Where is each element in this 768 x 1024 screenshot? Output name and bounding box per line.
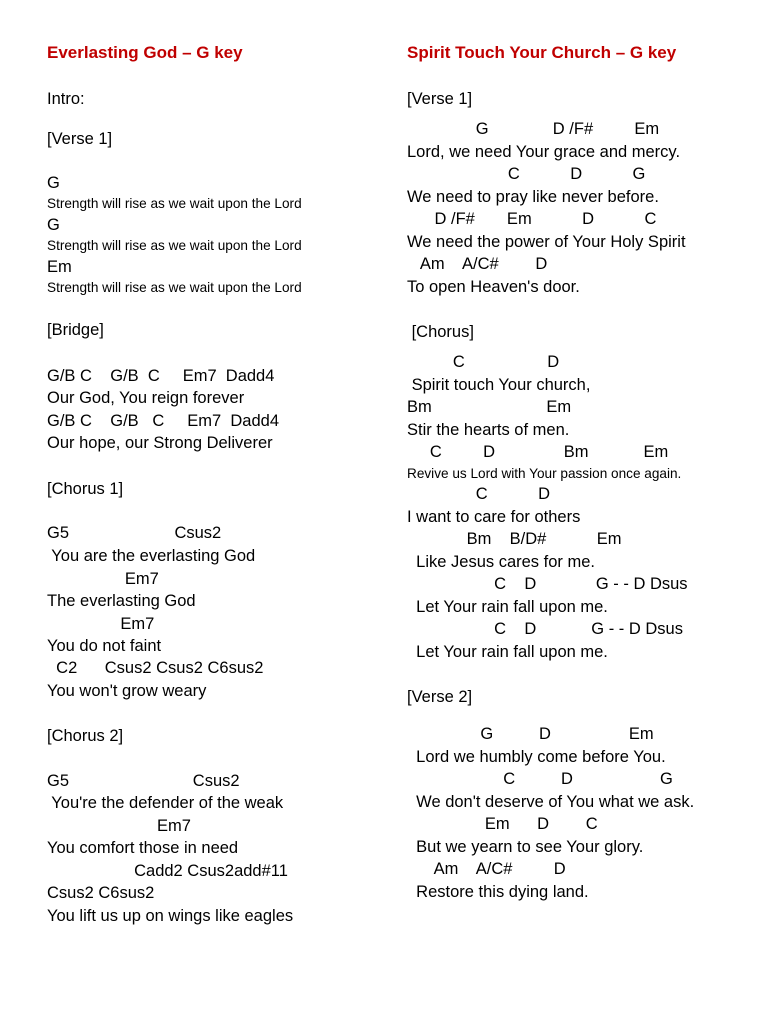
section-label: [Verse 1] [47, 130, 113, 148]
chord-line: G [47, 216, 60, 234]
lyric-line: You won't grow weary [47, 682, 207, 700]
chord-line: C D G [407, 770, 673, 788]
chord-line: C D Bm Em [407, 443, 669, 461]
chord-line: G/B C G/B C Em7 Dadd4 [47, 412, 279, 430]
chord-line: G D Em [407, 725, 654, 743]
lyric-line: You are the everlasting God [47, 547, 256, 565]
chord-line: D /F# Em D C [407, 210, 657, 228]
section-label: [Chorus] [407, 323, 474, 341]
lyric-line: Strength will rise as we wait upon the Lord [47, 280, 302, 295]
chord-line: G/B C G/B C Em7 Dadd4 [47, 367, 275, 385]
chord-line: G5 Csus2 [47, 524, 222, 542]
lyric-line: Our God, You reign forever [47, 389, 245, 407]
chord-line: C D [407, 485, 551, 503]
lyric-line: Restore this dying land. [407, 883, 589, 901]
chord-line: G [47, 174, 60, 192]
section-label: [Verse 1] [407, 90, 473, 108]
lyric-line: We need the power of Your Holy Spirit [407, 233, 686, 251]
chord-line: Am A/C# D [407, 860, 566, 878]
chord-line: G5 Csus2 [47, 772, 240, 790]
chord-line: Bm Em [407, 398, 572, 416]
lyric-line: Revive us Lord with Your passion once again. [407, 466, 682, 481]
lyric-line: Lord, we need Your grace and mercy. [407, 143, 681, 161]
chord-line: C2 Csus2 Csus2 C6sus2 [47, 659, 264, 677]
lyric-line: Strength will rise as we wait upon the Lord [47, 196, 302, 211]
lyric-line: You lift us up on wings like eagles [47, 907, 294, 925]
lyric-line: Strength will rise as we wait upon the Lord [47, 238, 302, 253]
chord-line: Csus2 C6sus2 [47, 884, 155, 902]
chord-line: C D G [407, 165, 646, 183]
lyric-line: You're the defender of the weak [47, 794, 284, 812]
lyric-line: We need to pray like never before. [407, 188, 659, 206]
chord-line: Em7 [47, 570, 159, 588]
chord-line: C D [407, 353, 560, 371]
song-title: Spirit Touch Your Church – G key [407, 43, 677, 62]
chord-line: Bm B/D# Em [407, 530, 622, 548]
section-label: [Chorus 1] [47, 480, 124, 498]
song-title: Everlasting God – G key [47, 43, 243, 62]
lyric-line: But we yearn to see Your glory. [407, 838, 644, 856]
chord-line: Em7 [47, 817, 191, 835]
chord-line: Em [47, 258, 72, 276]
lyric-line: Lord we humbly come before You. [407, 748, 666, 766]
lyric-line: Let Your rain fall upon me. [407, 598, 608, 616]
lyric-line: I want to care for others [407, 508, 581, 526]
lyric-line: You do not faint [47, 637, 162, 655]
chord-line: Am A/C# D [407, 255, 548, 273]
lyric-line: Let Your rain fall upon me. [407, 643, 608, 661]
lyric-line: Like Jesus cares for me. [407, 553, 595, 571]
chord-line: C D G - - D Dsus [407, 620, 683, 638]
chord-line: C D G - - D Dsus [407, 575, 688, 593]
chord-line: Em7 [47, 615, 155, 633]
section-label: [Bridge] [47, 321, 104, 339]
chord-line: Cadd2 Csus2add#11 [47, 862, 288, 880]
lyric-line: Our hope, our Strong Deliverer [47, 434, 273, 452]
lyric-line: Stir the hearts of men. [407, 421, 570, 439]
chord-line: Em D C [407, 815, 598, 833]
lyric-line: You comfort those in need [47, 839, 239, 857]
lyric-line: Spirit touch Your church, [407, 376, 591, 394]
section-label: [Chorus 2] [47, 727, 124, 745]
section-label: Intro: [47, 90, 85, 108]
chord-line: G D /F# Em [407, 120, 660, 138]
lyric-line: We don't deserve of You what we ask. [407, 793, 695, 811]
section-label: [Verse 2] [407, 688, 473, 706]
lyric-line: To open Heaven's door. [407, 278, 580, 296]
lyric-line: The everlasting God [47, 592, 196, 610]
